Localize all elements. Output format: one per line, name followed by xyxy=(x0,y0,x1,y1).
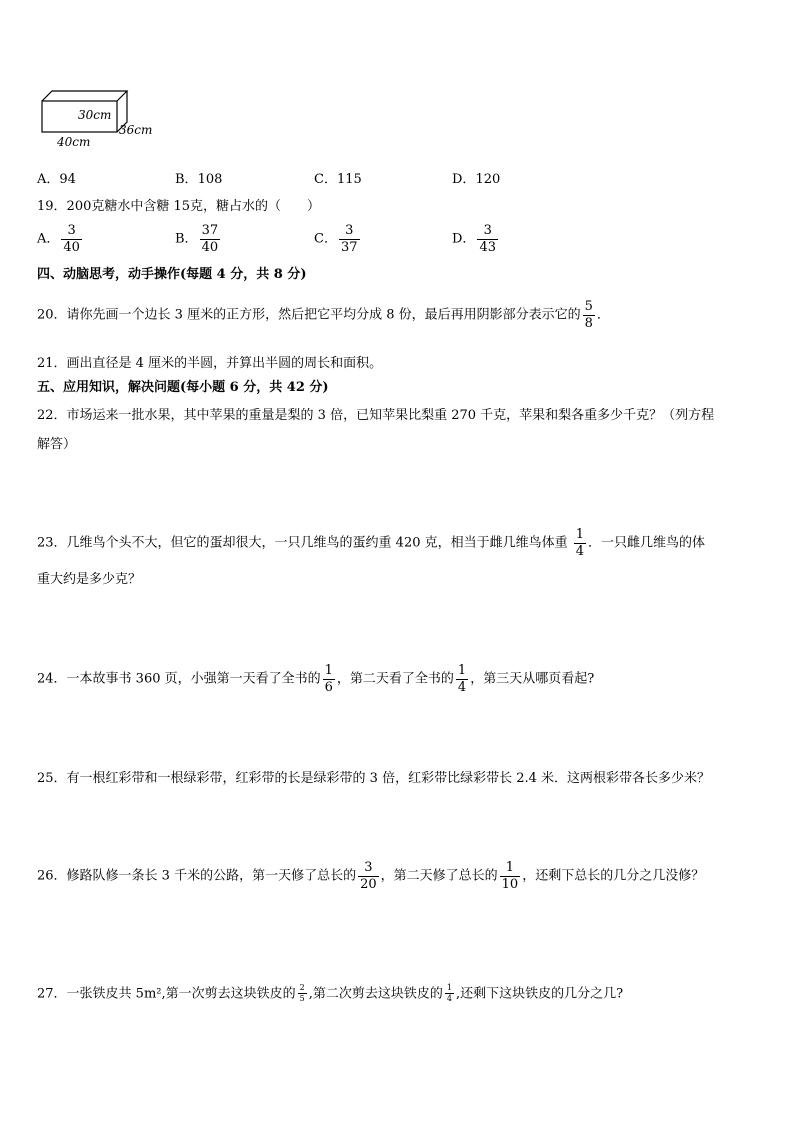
q18-option-d[interactable]: D．120 xyxy=(452,172,501,187)
q19-option-a[interactable]: A． $\frac{3}{40}$ xyxy=(37,223,80,255)
q21-text: 21．画出直径是 4 厘米的半圆，并算出半圆的周长和面积。 xyxy=(37,356,383,371)
q19-option-c[interactable]: C． $\frac{3}{37}$ xyxy=(314,223,358,255)
q23-line-1: 23．几维鸟个头不大，但它的蛋却很大，一只几维鸟的蛋约重 420 克，相当于雌几维鸟体重 $\frac{1}{4}$ ．一只雌几维鸟的体 xyxy=(37,527,706,559)
q26-text: 26．修路队修一条长 3 千米的公路，第一天修了总长的 $\frac{3}{20}$ ，第二天修了总长的 $\frac{1}{10}$ ，还剩下总长的几分之几没修？ xyxy=(37,860,705,892)
q18-option-c[interactable]: C．115 xyxy=(314,172,362,187)
q23-line-2: 重大约是多少克？ xyxy=(37,572,142,587)
fraction: $\frac{3}{40}$ xyxy=(63,223,80,255)
q24-text: 24．一本故事书 360 页，小强第一天看了全书的 $\frac{1}{6}$ ，第二天看了全书的 $\frac{1}{4}$ ，第三天从哪页看起? xyxy=(37,663,595,695)
cuboid-height-label: 30cm xyxy=(78,108,112,122)
q18-option-b[interactable]: B．108 xyxy=(175,172,223,187)
fraction: $\frac{3}{20}$ xyxy=(360,860,377,892)
q18-option-a[interactable]: A．94 xyxy=(37,172,76,187)
fraction: $\frac{3}{37}$ xyxy=(340,223,358,255)
fraction: $\frac{1}{6}$ xyxy=(324,663,333,695)
q19-option-b[interactable]: B． $\frac{37}{40}$ xyxy=(175,223,219,255)
cuboid-length-label: 40cm xyxy=(57,135,91,149)
section-4-title: 四、动脑思考，动手操作(每题 4 分，共 8 分) xyxy=(37,267,307,282)
q22-line-2: 解答） xyxy=(37,437,77,452)
q19-text: 19．200克糖水中含糖 15克，糖占水的（ ） xyxy=(37,199,321,214)
cuboid-depth-label: 36cm xyxy=(119,123,153,137)
q22-line-1: 22．市场运来一批水果，其中苹果的重量是梨的 3 倍，已知苹果比梨重 270 千克，苹果和梨各重多少千克？（列方程 xyxy=(37,408,715,423)
q27-text: 27．一张铁皮共 5m²,第一次剪去这块铁皮的 $\frac{2}{5}$ ,第二次剪去这块铁皮的 $\frac{1}{4}$ ,还剩下这块铁皮的几分之几? xyxy=(37,983,624,1004)
fraction: $\frac{1}{4}$ xyxy=(575,527,585,559)
fraction: $\frac{2}{5}$ xyxy=(299,983,305,1004)
q19-option-d[interactable]: D． $\frac{3}{43}$ xyxy=(452,223,496,255)
fraction: $\frac{1}{4}$ xyxy=(446,983,452,1004)
fraction: $\frac{1}{4}$ xyxy=(457,663,467,695)
q20-text: 20．请你先画一个边长 3 厘米的正方形，然后把它平均分成 8 份，最后再用阴影部分表示它的 $\frac{5}{8}$ ． xyxy=(37,299,610,331)
section-5-title: 五、应用知识，解决问题(每小题 6 分，共 42 分) xyxy=(37,380,329,395)
fraction: $\frac{5}{8}$ xyxy=(584,299,593,331)
fraction: $\frac{37}{40}$ xyxy=(201,223,219,255)
fraction: $\frac{3}{43}$ xyxy=(479,223,496,255)
q25-text: 25．有一根红彩带和一根绿彩带，红彩带的长是绿彩带的 3 倍，红彩带比绿彩带长 2.4 米．这两根彩带各长多少米？ xyxy=(37,771,711,786)
fraction: $\frac{1}{10}$ xyxy=(501,860,519,892)
